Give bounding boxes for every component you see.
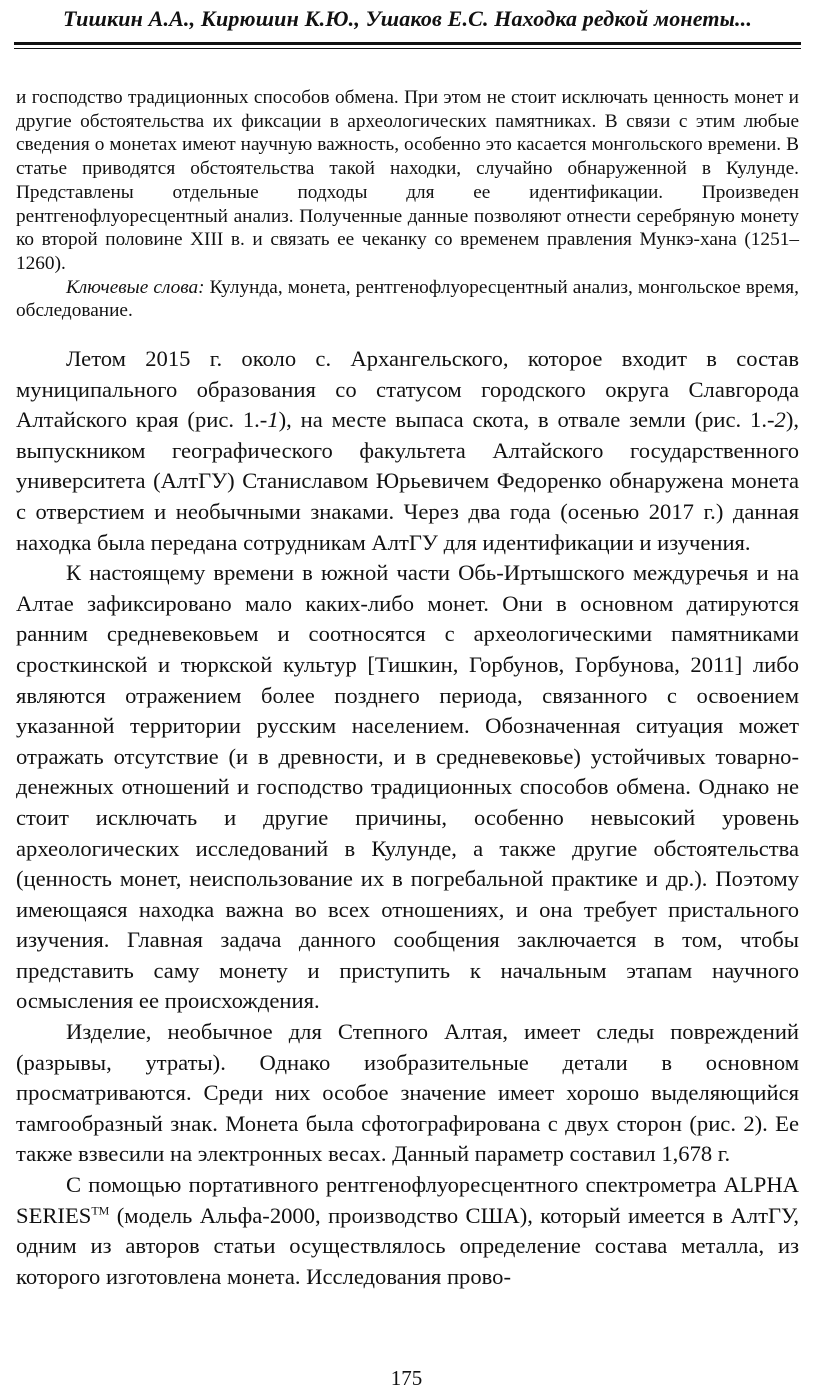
paragraph-1-part-e: ), выпускником географического факультета Алтайского государственного университета (АлтГУ) Станиславом Юрьевичем Федоренко обнаружена монета с отверстием и необычными знаками. Через два года (осенью 2017 г.) данная находка была передана сотрудникам АлтГУ для идентификации и изучения. [16, 407, 799, 555]
paragraph-4 [16, 1170, 799, 1292]
trademark-sup: TM [91, 1203, 110, 1218]
figure-ref-2: 2 [774, 407, 786, 433]
paragraph-3: Изделие, необычное для Степного Алтая, имеет следы повреждений (разрывы, утраты). Однако изобразительные детали в основном просматриваются. Среди них особое значение имеет хорошо выделяющийся тамгообразный знак. Монета была сфотографирована с двух сторон (рис. 2). Ее также взвесили на электронных весах. Данный параметр составил 1,678 г. [16, 1019, 799, 1167]
header-rule-thin [14, 48, 801, 49]
abstract [16, 86, 799, 323]
paragraph-1-part-c: ), на месте выпаса скота, в отвале земли (рис. 1.- [278, 407, 775, 433]
page-number: 175 [390, 1366, 423, 1390]
paragraph-1 [16, 344, 799, 558]
paragraph-4-part-a: С помощью портативного рентгенофлуоресцентного спектрометра ALPHA SERIES [16, 1172, 799, 1228]
abstract-text: и господство традиционных способов обмена. При этом не стоит исключать ценность монет и другие обстоятельства их фиксации в археологических памятниках. В связи с этим любые сведения о монетах имеют научную важность, особенно это касается монгольского времени. В статье приводятся обстоятельства такой находки, случайно обнаруженной в Кулунде. Представлены отдельные подходы для ее идентификации. Произведен рентгенофлуоресцентный анализ. Полученные данные позволяют отнести серебряную монету ко второй половине XIII в. и связать ее чеканку со временем правления Мункэ-хана (1251–1260). [16, 87, 799, 274]
figure-ref-1: 1 [267, 407, 279, 433]
keywords [16, 276, 799, 323]
header-rule-thick [14, 42, 801, 45]
paragraph-1-part-a: Летом 2015 г. около с. Архангельского, которое входит в состав муниципального образования со статусом городского округа Славгорода Алтайского края (рис. 1.- [16, 346, 799, 433]
keywords-label: Ключевые слова: [66, 276, 205, 298]
paragraph-4-part-b: (модель Альфа-2000, производство США), который имеется в АлтГУ, одним из авторов статьи осуществлялось определение состава металла, из которого изготовлена монета. Исследования прово- [16, 1202, 799, 1289]
running-header: Тишкин А.А., Кирюшин К.Ю., Ушаков Е.С. Находка редкой монеты... [63, 6, 752, 31]
keywords-list: Кулунда, монета, рентгенофлуоресцентный анализ, монгольское время, обследование. [16, 276, 799, 322]
main-text [16, 344, 799, 1292]
paragraph-2: К настоящему времени в южной части Обь-Иртышского междуречья и на Алтае зафиксировано мало каких-либо монет. Они в основном датируются ранним средневековьем и соотносятся с археологическими памятниками сросткинской и тюркской культур [Тишкин, Горбунов, Горбунова, 2011] либо являются отражением более позднего периода, связанного с освоением указанной территории русским населением. Обозначенная ситуация может отражать отсутствие (и в древности, и в средневековье) устойчивых товарно-денежных отношений и господство традиционных способов обмена. Однако не стоит исключать и другие причины, особенно невысокий уровень археологических исследований в Кулунде, а также другие обстоятельства (ценность монет, неиспользование их в погребальной практике и др.). Поэтому имеющаяся находка важна во всех отношениях, и она требует пристального изучения. Главная задача данного сообщения заключается в том, чтобы представить саму монету и приступить к начальным этапам научного осмысления ее происхождения. [16, 560, 799, 1014]
